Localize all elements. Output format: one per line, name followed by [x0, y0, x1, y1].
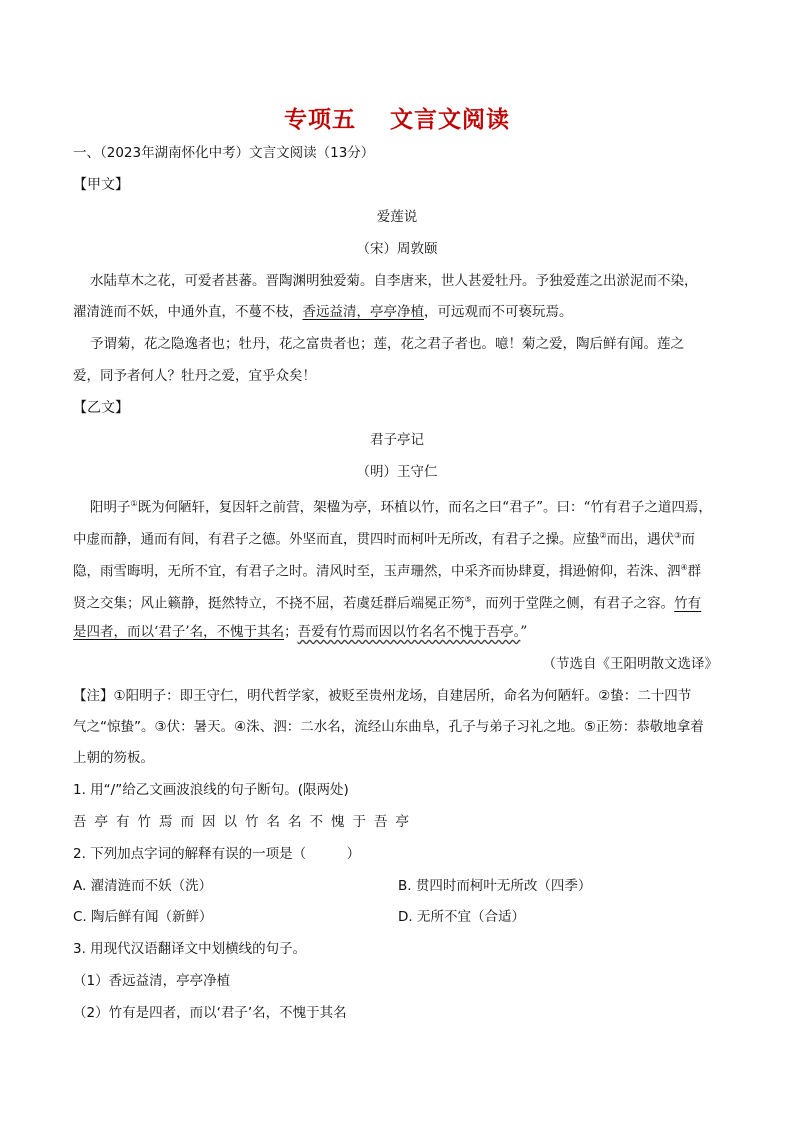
- notes-line2: 气之“惊蛰”。③伏：暑天。④洙、泗：二水名，流经山东曲阜，孔子与弟子习礼之地。⑤正笏：恭敬地拿着: [73, 719, 704, 735]
- q1-sentence: 吾亭有竹焉而因以竹名名不愧于吾亭: [73, 814, 417, 830]
- yi-line2-c: 而: [681, 531, 695, 548]
- q2-option-d[interactable]: D. 无所不宜（合适）: [398, 909, 525, 925]
- yi-author: （明）王守仁: [356, 464, 438, 480]
- yi-source: （节选自《王阳明散文选译》: [542, 656, 718, 672]
- jia-p1-line2-a: 濯清涟而不妖，中通外直，不蔓不枝，: [73, 304, 303, 320]
- jia-title: 爱莲说: [376, 209, 418, 225]
- page-title: [0, 101, 794, 134]
- jia-p2-line1: 予谓菊，花之隐逸者也；牡丹，花之富贵者也；莲，花之君子者也。噫！菊之爱，陶后鲜有闻。莲之: [90, 336, 684, 352]
- q2-option-c[interactable]: C. 陶后鲜有闻（新鲜）: [73, 909, 213, 925]
- q3-sentence-1: （1）香远益清，亭亭净植: [73, 973, 231, 989]
- title-part2: 文言文阅读: [390, 106, 510, 133]
- yi-line4-a: 贤之交集；风止籁静，挺然特立，不挠不屈，若虞廷群后端冕正笏: [73, 595, 465, 612]
- yi-line1-a: 阳明子: [90, 499, 131, 516]
- jia-p2-line2: 爱，同予者何人？牡丹之爱，宜乎众矣！: [73, 368, 316, 384]
- note-ref-5: ⑤: [464, 595, 472, 604]
- yi-line2-a: 中虚而静，通而有间，有君子之德。外坚而直，贯四时而柯叶无所改，有君子之操。应蛰: [73, 531, 600, 548]
- yi-wavy-sentence: 吾爱有竹焉而因以竹名名不愧于吾亭。: [297, 624, 521, 640]
- yi-underlined-sentence: 是四者，而以‘君子’名，不愧于其名: [73, 624, 285, 640]
- q3-sentence-2: （2）竹有是四者，而以‘君子’名，不愧于其名: [73, 1005, 347, 1021]
- notes-line3: 上朝的笏板。: [73, 750, 154, 766]
- q2-option-b[interactable]: B. 贯四时而柯叶无所改（四季）: [398, 878, 592, 894]
- yi-line1: [90, 494, 712, 518]
- yi-line2: [73, 526, 695, 550]
- q2-option-a[interactable]: A. 濯清涟而不妖（洗）: [73, 878, 213, 894]
- notes-line1: 【注】①阳明子：即王守仁，明代哲学家，被贬至贵州龙场，自建居所，命名为何陋轩。②蛰：二十四节: [73, 688, 692, 704]
- yi-underlined-start: 竹有: [674, 595, 702, 612]
- jia-p1-line2: [73, 302, 573, 322]
- q2-stem: 2. 下列加点字词的解释有误的一项是（ ）: [73, 846, 361, 862]
- yi-line5-sep: ；: [284, 624, 298, 640]
- yi-line4: [73, 590, 701, 614]
- jia-author: （宋）周敦颐: [356, 241, 438, 257]
- note-ref-1: ①: [130, 499, 138, 508]
- yi-line5: [73, 622, 527, 642]
- yi-line3-a: 隐，雨雪晦明，无所不宜，有君子之时。清风时至，玉声珊然，中采齐而协肆夏，揖逊俯仰，若洙、泗: [73, 563, 681, 580]
- yi-label: 【乙文】: [73, 400, 129, 416]
- note-ref-3: ③: [674, 531, 682, 540]
- note-ref-2: ②: [599, 531, 607, 540]
- q1-stem: 1. 用“/”给乙文画波浪线的句子断句。(限两处): [73, 782, 349, 798]
- note-ref-4: ④: [680, 563, 688, 572]
- yi-line4-b: ，而列于堂陛之侧，有君子之容。: [471, 595, 675, 612]
- jia-label: 【甲文】: [73, 177, 129, 193]
- yi-line1-b: 既为何陋轩，复因轩之前营，架楹为亭，环植以竹，而名之曰“君子”。曰：“竹有君子之道四焉，: [137, 499, 712, 516]
- yi-line3-b: 群: [687, 563, 702, 580]
- yi-title: 君子亭记: [370, 432, 424, 448]
- yi-line2-b: 而出，遇伏: [606, 531, 675, 548]
- question-intro: 一、（2023年湖南怀化中考）文言文阅读（13分）: [73, 145, 375, 161]
- yi-line3: [73, 558, 701, 582]
- jia-p1-line2-b: ，可远观而不可亵玩焉。: [424, 304, 573, 320]
- q3-stem: 3. 用现代汉语翻译文中划横线的句子。: [73, 941, 307, 957]
- jia-underlined-sentence: 香远益清，亭亭净植: [302, 304, 424, 320]
- yi-line5-end: ”: [520, 624, 528, 640]
- title-part1: 专项五: [284, 106, 356, 133]
- jia-p1-line1: 水陆草木之花，可爱者甚蕃。晋陶渊明独爱菊。自李唐来，世人甚爱牡丹。予独爱莲之出淤泥而不染，: [90, 273, 698, 289]
